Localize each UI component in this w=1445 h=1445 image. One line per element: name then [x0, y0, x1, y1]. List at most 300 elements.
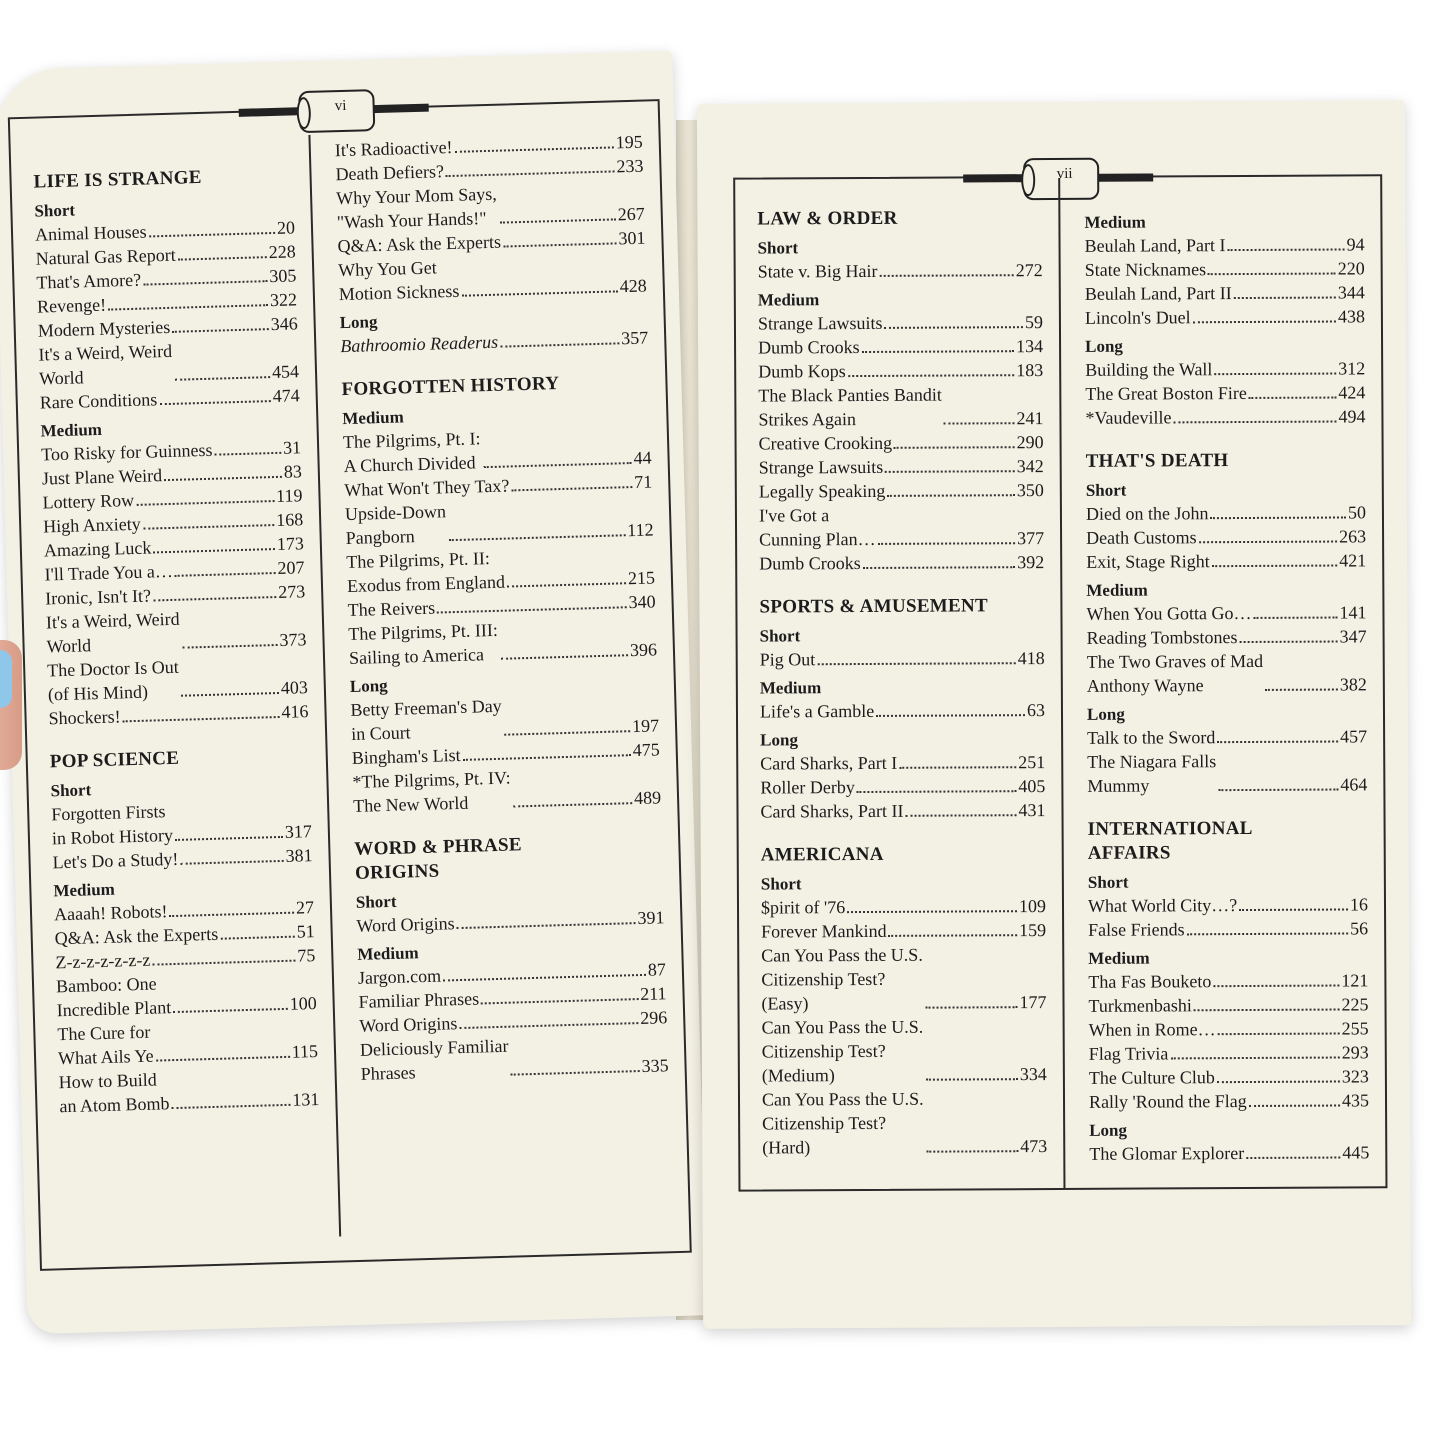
entry-title: Upside-Down Pangborn	[344, 501, 447, 548]
length-label: Medium	[357, 942, 419, 964]
toc-entry[interactable]	[1085, 280, 1365, 305]
page-ref: 177	[1019, 991, 1047, 1012]
dot-leader	[173, 1008, 288, 1013]
entry-title: How to Build an Atom Bomb	[58, 1069, 170, 1117]
dot-leader	[181, 692, 279, 697]
toc-entry[interactable]	[336, 178, 645, 235]
toc-entry[interactable]	[1085, 381, 1365, 406]
entry-title: Turkmenbashi	[1088, 995, 1192, 1016]
entry-title: It's Radioactive!	[334, 136, 453, 161]
page-ref: 31	[282, 437, 302, 458]
entry-title: Legally Speaking	[758, 480, 886, 502]
entry-title: Roller Derby	[760, 777, 855, 798]
toc-entry[interactable]	[760, 774, 1045, 799]
toc-entry[interactable]	[46, 603, 307, 658]
page-ref: 87	[647, 959, 667, 980]
entry-title: Lottery Row	[42, 489, 135, 513]
toc-entry[interactable]	[762, 1014, 1047, 1087]
dot-leader	[906, 814, 1017, 817]
toc-entry[interactable]	[759, 550, 1044, 575]
dot-leader	[500, 342, 619, 347]
page-ref: 51	[296, 920, 315, 942]
dot-leader	[926, 1150, 1018, 1152]
entry-title: Life's a Gamble	[759, 700, 875, 722]
dot-leader	[1173, 421, 1336, 424]
entry-title: Can You Pass the U.S. Citizenship Test? (Medium)	[761, 1016, 924, 1086]
section-title: AMERICANA	[760, 843, 884, 866]
entry-title: The Reivers	[347, 597, 436, 620]
toc-section	[757, 206, 1044, 575]
toc-entry[interactable]	[348, 613, 657, 670]
page-ref: 475	[632, 739, 660, 761]
toc-entry[interactable]	[51, 795, 312, 850]
toc-entry[interactable]	[760, 750, 1045, 775]
toc-entry[interactable]	[1086, 500, 1366, 525]
dot-leader	[172, 1104, 291, 1109]
page-ref: 119	[275, 485, 303, 506]
entry-title: Dumb Kops	[758, 361, 846, 382]
dot-leader	[817, 662, 1015, 665]
entry-title: Card Sharks, Part I	[760, 752, 898, 774]
page-ref: 121	[1341, 970, 1369, 991]
page-ref: 317	[284, 820, 313, 842]
entry-title: Strange Lawsuits	[757, 312, 883, 334]
entry-title: Beulah Land, Part I	[1084, 235, 1226, 256]
toc-entry[interactable]	[58, 1063, 319, 1118]
toc-entry[interactable]	[343, 421, 652, 478]
dot-leader	[848, 374, 1014, 377]
entry-title: False Friends	[1088, 919, 1185, 940]
toc-entry[interactable]	[1089, 1064, 1369, 1089]
page-ref: 241	[1016, 407, 1044, 429]
toc-section	[341, 370, 661, 818]
toc-entry[interactable]	[1088, 916, 1368, 941]
thumbnail-nail	[0, 650, 12, 708]
dot-leader	[175, 376, 270, 381]
dot-leader	[1208, 273, 1336, 276]
toc-section	[49, 743, 319, 1118]
dot-leader	[925, 1078, 1017, 1080]
page-ref: 322	[269, 289, 298, 310]
toc-entry[interactable]	[761, 894, 1046, 919]
dot-leader	[1218, 789, 1338, 792]
page-ref: 251	[1018, 752, 1046, 773]
page-ref: 392	[1017, 551, 1045, 573]
length-label: Short	[757, 238, 799, 258]
page-ref: 296	[639, 1006, 668, 1028]
toc-entry[interactable]	[346, 541, 655, 598]
toc-column	[735, 178, 1065, 1190]
dot-leader	[152, 960, 295, 966]
page-ref: 112	[626, 519, 654, 541]
entry-title: Why You Get Motion Sickness	[337, 257, 460, 305]
entry-title: When in Rome…	[1088, 1019, 1216, 1040]
page-ref: 312	[1338, 358, 1366, 379]
dot-leader	[136, 500, 274, 506]
entry-title: Dumb Crooks	[758, 336, 860, 358]
toc-entry[interactable]	[1087, 749, 1367, 798]
page-ref: 168	[275, 509, 304, 530]
page-ref: 27	[295, 896, 315, 918]
toc-entry[interactable]	[1088, 992, 1368, 1017]
dot-leader	[1212, 565, 1338, 568]
dot-leader	[1170, 1056, 1339, 1059]
page-ref: 225	[1341, 994, 1369, 1015]
toc-entry[interactable]	[762, 1086, 1047, 1159]
toc-entry[interactable]	[1087, 725, 1367, 750]
dot-leader	[1193, 321, 1336, 324]
length-label: Short	[759, 626, 801, 646]
entry-title: Talk to the Sword	[1087, 727, 1216, 749]
length-label: Short	[34, 200, 76, 221]
toc-entry[interactable]	[758, 358, 1043, 383]
page-ref: 391	[637, 906, 665, 928]
length-label: Short	[50, 779, 92, 801]
dot-leader	[499, 218, 615, 223]
length-label: Short	[760, 874, 802, 894]
toc-entry[interactable]	[758, 310, 1043, 335]
toc-section	[335, 130, 649, 359]
page-ref: 342	[1016, 455, 1044, 477]
entry-title: Revenge!	[36, 294, 107, 317]
dot-leader	[847, 910, 1017, 913]
entry-title: Can You Pass the U.S. Citizenship Test? (Hard)	[761, 1088, 924, 1158]
entry-title: Death Defiers?	[335, 161, 445, 185]
dot-leader	[887, 494, 1015, 497]
dot-leader	[1249, 1104, 1340, 1106]
entry-title: Rally 'Round the Flag	[1088, 1090, 1247, 1112]
page-ref: 438	[1337, 306, 1365, 327]
entry-title: State v. Big Hair	[757, 260, 878, 282]
page-ref: 159	[1019, 919, 1047, 940]
toc-entry[interactable]	[758, 334, 1043, 359]
dot-leader	[159, 400, 271, 405]
page-ref: 100	[289, 992, 317, 1014]
entry-title: Exit, Stage Right	[1086, 551, 1210, 572]
entry-title: Lincoln's Duel	[1084, 307, 1191, 328]
dot-leader	[925, 1006, 1017, 1008]
length-label: Medium	[757, 290, 820, 310]
entry-title: The Black Panties Bandit Strikes Again	[758, 384, 942, 430]
right-page-frame	[733, 165, 1387, 1191]
dot-leader	[463, 754, 631, 761]
entry-title: The Glomar Explorer	[1089, 1143, 1245, 1164]
dot-leader	[1218, 1032, 1340, 1035]
toc-entry[interactable]	[360, 1029, 669, 1086]
dot-leader	[175, 572, 276, 577]
dot-leader	[1214, 373, 1336, 376]
dot-leader	[504, 730, 630, 736]
entry-title: The Culture Club	[1088, 1067, 1215, 1088]
dot-leader	[108, 304, 268, 310]
dot-leader	[461, 290, 617, 296]
page-ref: 215	[627, 567, 656, 589]
length-label: Medium	[342, 407, 404, 428]
dot-leader	[944, 422, 1015, 424]
page-ref: 346	[270, 313, 298, 334]
toc-section	[1086, 449, 1368, 798]
entry-title: Familiar Phrases	[358, 988, 480, 1012]
dot-leader	[170, 912, 295, 917]
entry-title: Word Origins	[359, 1012, 458, 1036]
toc-entry[interactable]	[1084, 232, 1364, 257]
page-ref: 489	[633, 787, 662, 809]
toc-column	[1062, 176, 1385, 1188]
toc-entry[interactable]	[338, 250, 647, 307]
page-ref: 207	[277, 557, 305, 578]
toc-entry[interactable]	[761, 942, 1046, 1015]
page-number: vii	[1056, 165, 1073, 182]
dot-leader	[1199, 541, 1338, 544]
dot-leader	[1234, 297, 1336, 300]
toc-entry[interactable]	[1086, 600, 1366, 625]
toc-column	[11, 135, 342, 1245]
toc-entry[interactable]	[1089, 1140, 1369, 1165]
dot-leader	[156, 1056, 290, 1062]
dot-leader	[1228, 249, 1345, 252]
entry-title: Betty Freeman's Day in Court	[350, 695, 502, 745]
page-ref: 44	[633, 447, 652, 468]
dot-leader	[483, 462, 631, 468]
page-ref: 403	[280, 677, 309, 698]
dot-leader	[862, 350, 1014, 353]
left-page-frame	[8, 99, 692, 1271]
section-title: FORGOTTEN HISTORY	[341, 373, 560, 401]
section-title: THAT'S DEATH	[1085, 450, 1229, 473]
page-ref: 350	[1016, 479, 1044, 501]
page-ref: 357	[620, 327, 649, 349]
entry-title: Pig Out	[759, 649, 816, 670]
page-ref: 255	[1341, 1018, 1369, 1039]
toc-entry[interactable]	[57, 1015, 318, 1070]
entry-title: Deliciously Familiar Phrases	[359, 1035, 509, 1084]
page-ref: 197	[631, 715, 660, 737]
toc-entry[interactable]	[352, 761, 661, 818]
page-ref: 273	[277, 581, 306, 602]
page-ref: 233	[616, 155, 644, 177]
page-ref: 301	[618, 227, 646, 249]
entry-title: Died on the John	[1085, 503, 1209, 524]
entry-title: $pirit of '76	[760, 896, 846, 918]
toc-entry[interactable]	[56, 967, 317, 1022]
dot-leader	[878, 542, 1015, 545]
length-label: Medium	[1088, 948, 1150, 968]
toc-section	[759, 594, 1045, 824]
dot-leader	[1187, 932, 1349, 935]
page-ref: 94	[1346, 234, 1365, 255]
entry-title: Dumb Crooks	[759, 552, 861, 574]
dot-leader	[123, 716, 280, 722]
dot-leader	[1249, 397, 1337, 399]
entry-title: Reading Tombstones	[1086, 627, 1238, 648]
page-ref: 454	[271, 361, 300, 382]
toc-entry[interactable]	[1089, 1040, 1369, 1065]
toc-entry[interactable]	[350, 689, 659, 746]
toc-entry[interactable]	[758, 382, 1043, 431]
length-label: Medium	[1084, 212, 1146, 232]
entry-title: Card Sharks, Part II	[760, 800, 904, 822]
page-ref: 457	[1340, 726, 1368, 747]
section-title: INTERNATIONAL AFFAIRS	[1087, 818, 1253, 864]
entry-title: I'll Trade You a…	[44, 560, 174, 585]
toc-entry[interactable]	[1086, 548, 1366, 573]
entry-title: What Won't They Tax?	[344, 475, 510, 501]
page-ref: 263	[1339, 526, 1367, 547]
page-ref: 323	[1341, 1066, 1369, 1087]
entry-title: What World City…?	[1087, 894, 1238, 916]
dot-leader	[437, 606, 627, 613]
entry-title: Building the Wall	[1085, 359, 1213, 381]
toc-entry[interactable]	[1088, 892, 1368, 917]
section-title: LIFE IS STRANGE	[33, 166, 203, 193]
entry-title: Tha Fas Bouketo	[1088, 971, 1212, 992]
toc-entry[interactable]	[47, 651, 308, 706]
entry-title: Ironic, Isn't It?	[44, 585, 152, 609]
entry-title: It's a Weird, Weird World	[45, 608, 180, 657]
entry-title: Can You Pass the U.S. Citizenship Test? (Easy)	[761, 944, 923, 1014]
entry-title: Animal Houses	[34, 221, 147, 245]
entry-title: Aaaah! Robots!	[53, 901, 168, 925]
dot-leader	[446, 170, 615, 177]
toc-entry[interactable]	[345, 493, 654, 550]
entry-title: Bathroomio Readerus	[340, 331, 499, 357]
page-ref: 377	[1017, 527, 1045, 549]
length-label: Long	[339, 312, 378, 333]
toc-entry[interactable]	[1085, 256, 1365, 281]
entry-title: Forever Mankind	[761, 920, 887, 942]
left-page	[0, 51, 708, 1334]
page-ref: 344	[1337, 282, 1365, 303]
entry-title: Word Origins	[356, 912, 455, 936]
toc-entry[interactable]	[1085, 357, 1365, 382]
toc-entry[interactable]	[1086, 524, 1366, 549]
entry-title: The Cure for What Ails Ye	[57, 1021, 154, 1069]
page-ref: 211	[639, 983, 667, 1004]
toc-entry[interactable]	[1087, 648, 1367, 697]
page-ref: 267	[617, 203, 646, 225]
dot-leader	[175, 836, 283, 841]
entry-title: The Pilgrims, Pt. III: Sailing to America	[348, 619, 499, 668]
dot-leader	[885, 470, 1015, 473]
entry-title: It's a Weird, Weird World	[38, 340, 173, 389]
entry-title: Natural Gas Report	[35, 244, 176, 269]
dot-leader	[1253, 617, 1337, 619]
page-ref: 340	[628, 591, 656, 613]
page-ref: 131	[292, 1088, 320, 1110]
entry-title: Let's Do a Study!	[52, 848, 179, 873]
page-ref: 334	[1019, 1063, 1047, 1084]
dot-leader	[1213, 984, 1339, 987]
toc-entry[interactable]	[761, 918, 1046, 943]
toc-entry[interactable]	[1085, 405, 1365, 430]
page-ref: 416	[281, 701, 309, 722]
length-label: Medium	[1086, 580, 1148, 600]
dot-leader	[899, 766, 1016, 769]
toc-entry[interactable]	[1085, 304, 1365, 329]
toc-entry[interactable]	[759, 478, 1044, 503]
dot-leader	[876, 714, 1025, 717]
dot-leader	[180, 860, 283, 865]
toc-entry[interactable]	[1089, 1088, 1369, 1113]
page-ref: 71	[633, 471, 653, 492]
page-ref: 141	[1339, 602, 1367, 623]
dot-leader	[153, 596, 276, 601]
page-ref: 20	[276, 217, 296, 238]
dot-leader	[863, 566, 1015, 569]
toc-entry[interactable]	[1087, 624, 1367, 649]
dot-leader	[455, 146, 614, 152]
page-ref: 173	[276, 533, 305, 554]
dot-leader	[501, 654, 629, 660]
dot-leader	[143, 524, 275, 530]
length-label: Medium	[759, 677, 822, 698]
entry-title: The Niagara Falls Mummy	[1087, 751, 1217, 797]
dot-leader	[1217, 1080, 1340, 1083]
dot-leader	[172, 328, 269, 333]
dot-leader	[1239, 908, 1348, 911]
entry-title: Why Your Mom Says, "Wash Your Hands!"	[335, 183, 497, 233]
toc-section	[354, 829, 669, 1085]
toc-entry[interactable]	[759, 502, 1044, 551]
page-ref: 381	[285, 844, 313, 866]
page-ref: 228	[268, 241, 296, 262]
toc-entry[interactable]	[38, 335, 299, 390]
toc-entry[interactable]	[760, 798, 1045, 823]
dot-leader	[503, 242, 617, 247]
entry-title: Amazing Luck	[43, 537, 152, 561]
page-ref: 421	[1339, 550, 1367, 571]
dot-leader	[884, 326, 1023, 329]
page-ref: 75	[297, 944, 316, 966]
toc-entry[interactable]	[1089, 1016, 1369, 1041]
toc-entry[interactable]	[1088, 968, 1368, 993]
entry-title: The Pilgrims, Pt. II: Exodus from England	[346, 547, 506, 596]
page-ref: 183	[1016, 359, 1044, 381]
entry-title: Jargon.com	[357, 965, 442, 988]
length-label: Medium	[40, 419, 103, 441]
length-label: Short	[1085, 480, 1127, 500]
toc-entry[interactable]	[759, 454, 1044, 479]
page-ref: 16	[1349, 894, 1369, 915]
toc-entry[interactable]	[759, 430, 1044, 455]
dot-leader	[143, 280, 267, 285]
page-ref: 424	[1338, 382, 1366, 403]
toc-entry[interactable]	[758, 258, 1043, 283]
entry-title: Creative Crooking	[758, 432, 893, 454]
entry-title: Beulah Land, Part II	[1084, 283, 1232, 304]
page-ref: 195	[615, 131, 644, 153]
entry-title: Q&A: Ask the Experts	[337, 231, 502, 257]
entry-title: The Pilgrims, Pt. I: A Church Divided	[342, 428, 481, 477]
dot-leader	[1194, 1008, 1340, 1011]
entry-title: Bingham's List	[351, 744, 461, 769]
page-ref: 335	[641, 1054, 669, 1076]
dot-leader	[889, 934, 1018, 937]
page-ref: 56	[1350, 918, 1369, 939]
toc-entry[interactable]	[760, 698, 1045, 723]
entry-title: Modern Mysteries	[37, 316, 171, 341]
entry-title: State Nicknames	[1084, 259, 1207, 280]
dot-leader	[513, 802, 632, 807]
page-ref: 464	[1340, 774, 1368, 795]
entry-title: Flag Trivia	[1088, 1043, 1169, 1064]
entry-title: Strange Lawsuits	[758, 456, 884, 478]
toc-entry[interactable]	[760, 646, 1045, 671]
page-ref: 290	[1016, 431, 1044, 453]
length-label: Long	[1085, 336, 1123, 356]
dot-leader	[1246, 1157, 1340, 1159]
dot-leader	[215, 452, 282, 456]
